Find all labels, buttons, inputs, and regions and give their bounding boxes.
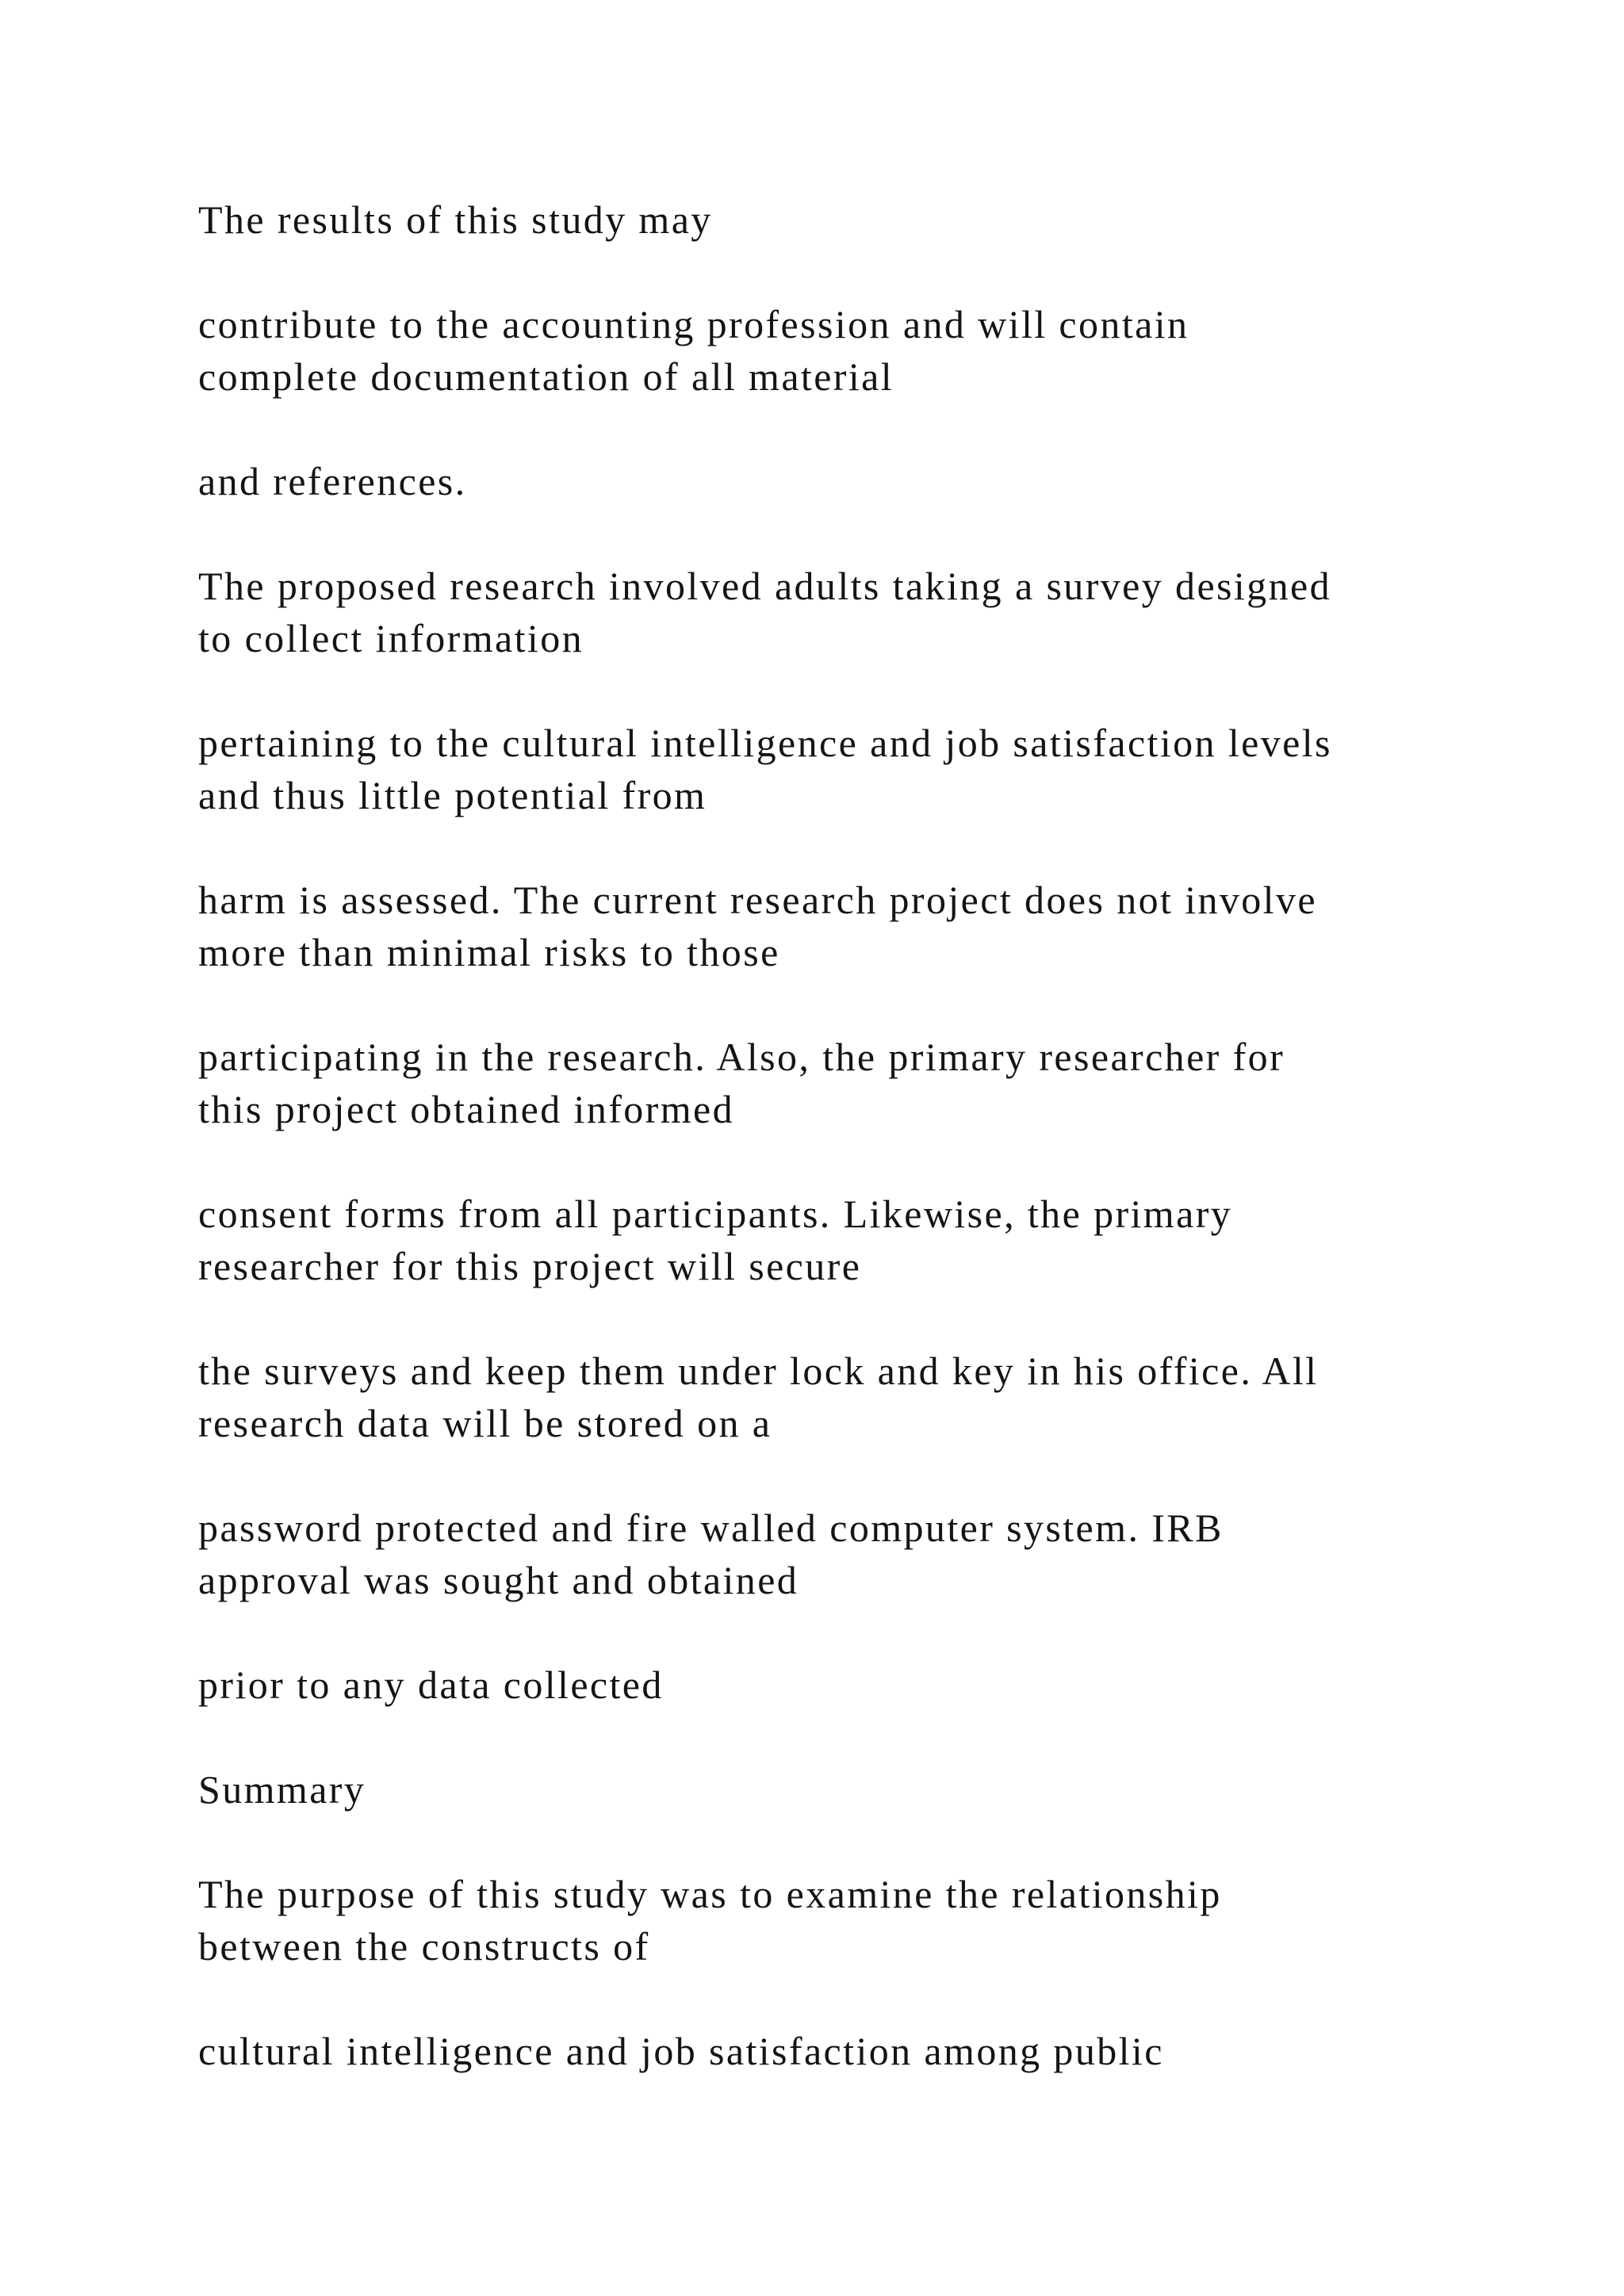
text-line: the surveys and keep them under lock and key in his office. All: [198, 1349, 1319, 1393]
paragraph: [198, 1502, 1483, 1606]
text-line: to collect information: [198, 616, 584, 660]
text-line: approval was sought and obtained: [198, 1558, 799, 1602]
paragraph: [198, 1868, 1483, 1973]
text-line: harm is assessed. The current research project does not involve: [198, 878, 1317, 922]
text-line: consent forms from all participants. Likewise, the primary: [198, 1192, 1233, 1236]
text-line: and thus little potential from: [198, 773, 707, 817]
text-line: researcher for this project will secure: [198, 1244, 862, 1288]
text-line: cultural intelligence and job satisfaction among public: [198, 2029, 1164, 2073]
text-line: more than minimal risks to those: [198, 930, 780, 974]
paragraph: [198, 193, 1483, 246]
text-line: this project obtained informed: [198, 1087, 735, 1131]
text-line: The proposed research involved adults taking a survey designed: [198, 564, 1331, 608]
text-line: The results of this study may: [198, 197, 713, 242]
paragraph: [198, 1345, 1483, 1449]
paragraph: [198, 1031, 1483, 1135]
paragraph: [198, 560, 1483, 664]
text-line: contribute to the accounting profession and will contain: [198, 302, 1189, 346]
text-line: The purpose of this study was to examine the relationship: [198, 1872, 1222, 1916]
text-line: Summary: [198, 1767, 366, 1812]
paragraph: [198, 874, 1483, 978]
document-body: [198, 193, 1483, 2130]
text-line: prior to any data collected: [198, 1663, 664, 1707]
text-line: research data will be stored on a: [198, 1401, 772, 1445]
text-line: complete documentation of all material: [198, 354, 894, 399]
text-line: and references.: [198, 459, 467, 503]
section-heading: [198, 1763, 1483, 1816]
text-line: password protected and fire walled computer system. IRB: [198, 1506, 1224, 1550]
paragraph: [198, 1659, 1483, 1711]
text-line: between the constructs of: [198, 1924, 650, 1969]
paragraph: [198, 717, 1483, 821]
text-line: participating in the research. Also, the primary researcher for: [198, 1035, 1285, 1079]
paragraph: [198, 455, 1483, 507]
paragraph: [198, 2025, 1483, 2077]
text-line: pertaining to the cultural intelligence and job satisfaction levels: [198, 721, 1332, 765]
paragraph: [198, 298, 1483, 403]
paragraph: [198, 1188, 1483, 1292]
